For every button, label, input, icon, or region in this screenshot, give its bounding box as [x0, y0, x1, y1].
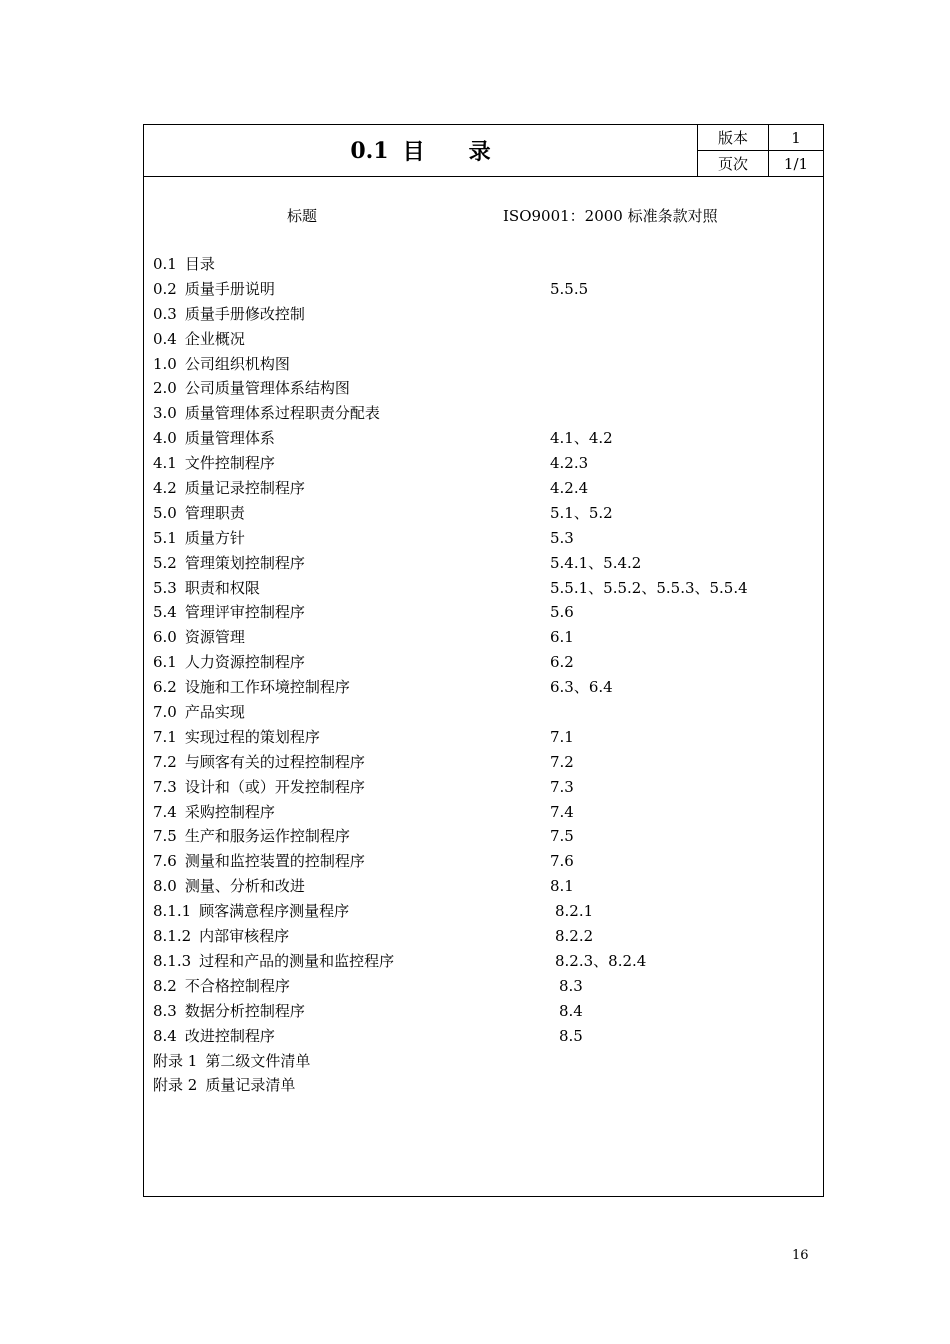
- toc-entry-standard-ref: 8.4: [559, 1001, 583, 1020]
- toc-entry-standard-ref: 6.3、6.4: [550, 678, 613, 697]
- toc-entry-title: 数据分析控制程序: [184, 1001, 305, 1020]
- toc-entry: [153, 501, 813, 526]
- toc-entry-title: 管理职责: [184, 503, 245, 522]
- toc-entry-standard-ref: 5.5.1、5.5.2、5.5.3、5.5.4: [550, 578, 748, 597]
- toc-entry-number: 8.4: [153, 1026, 177, 1045]
- toc-entry-title: 职责和权限: [184, 578, 260, 597]
- document-header: [144, 125, 823, 177]
- toc-entry-standard-ref: 7.5: [550, 827, 574, 846]
- toc-entry: [153, 899, 813, 924]
- toc-entry: [153, 302, 813, 327]
- toc-entry: [153, 849, 813, 874]
- toc-entry-standard-ref: 8.1: [550, 877, 574, 896]
- toc-entry-standard-ref: 4.2.4: [550, 479, 589, 498]
- toc-entry-title: 实现过程的策划程序: [184, 727, 320, 746]
- toc-entry-number: 7.3: [153, 777, 177, 796]
- toc-entry: [153, 576, 813, 601]
- toc-entry-standard-ref: 5.3: [550, 528, 574, 547]
- toc-entry-title: 质量记录清单: [205, 1076, 296, 1095]
- toc-entry: [153, 451, 813, 476]
- toc-entry-standard-ref: 8.2.3、8.2.4: [555, 951, 647, 970]
- toc-list: [153, 252, 813, 1098]
- toc-entry-number: 8.1.2: [153, 927, 192, 946]
- toc-entry-standard-ref: 5.5.5: [550, 279, 589, 298]
- toc-entry-number: 0.1: [153, 255, 177, 273]
- toc-entry-number: 7.5: [153, 827, 177, 846]
- toc-entry-title: 测量和监控装置的控制程序: [184, 852, 365, 871]
- toc-entry: [153, 376, 813, 401]
- toc-entry-title: 改进控制程序: [184, 1026, 275, 1045]
- toc-entry-title: 设施和工作环境控制程序: [184, 678, 350, 697]
- toc-entry-title: 质量方针: [184, 528, 245, 547]
- toc-entry: [153, 352, 813, 377]
- toc-entry-title: 公司组织机构图: [184, 354, 290, 373]
- toc-entry: [153, 725, 813, 750]
- toc-entry-number: 8.3: [153, 1001, 177, 1020]
- toc-entry-number: 2.0: [153, 379, 177, 398]
- toc-entry: [153, 600, 813, 625]
- toc-entry-number: 6.2: [153, 678, 177, 697]
- toc-entry: [153, 277, 813, 302]
- toc-entry-number: 4.2: [153, 479, 177, 498]
- toc-entry-standard-ref: 7.1: [550, 727, 574, 746]
- toc-entry-title: 与顾客有关的过程控制程序: [184, 752, 365, 771]
- toc-entry-standard-ref: 4.1、4.2: [550, 429, 613, 448]
- toc-entry-number: 5.1: [153, 528, 177, 547]
- toc-entry-title: 质量管理体系: [184, 429, 275, 448]
- version-value: 1: [791, 128, 801, 147]
- toc-entry-number: 3.0: [153, 404, 177, 423]
- toc-entry-title: 过程和产品的测量和监控程序: [199, 951, 395, 970]
- toc-entry-number: 0.2: [153, 279, 177, 298]
- page-row: [698, 151, 823, 176]
- toc-entry-title: 测量、分析和改进: [184, 877, 305, 896]
- toc-entry-title: 管理策划控制程序: [184, 553, 305, 572]
- toc-entry-number: 6.1: [153, 653, 177, 672]
- toc-entry-number: 7.1: [153, 727, 177, 746]
- toc-entry-number: 5.0: [153, 503, 177, 522]
- toc-entry: [153, 650, 813, 675]
- toc-entry: [153, 974, 813, 999]
- toc-entry-number: 8.2: [153, 976, 177, 995]
- toc-entry: [153, 824, 813, 849]
- toc-entry: [153, 476, 813, 501]
- toc-entry: [153, 700, 813, 725]
- toc-entry-title: 企业概况: [184, 329, 245, 348]
- toc-entry-standard-ref: 8.3: [559, 976, 583, 995]
- toc-entry: [153, 1049, 813, 1074]
- toc-entry-title: 质量手册修改控制: [184, 304, 305, 323]
- toc-entry: [153, 526, 813, 551]
- toc-entry-title: 设计和（或）开发控制程序: [184, 777, 365, 796]
- toc-entry-title: 第二级文件清单: [205, 1051, 311, 1070]
- toc-entry-number: 0.4: [153, 329, 177, 348]
- toc-entry-standard-ref: 7.2: [550, 752, 574, 771]
- toc-entry: [153, 551, 813, 576]
- toc-entry-number: 4.1: [153, 454, 177, 473]
- toc-entry-number: 6.0: [153, 628, 177, 647]
- toc-entry-standard-ref: 5.6: [550, 603, 574, 622]
- toc-entry-title: 内部审核程序: [199, 927, 290, 946]
- toc-entry-title: 不合格控制程序: [184, 976, 290, 995]
- toc-entry-number: 7.2: [153, 752, 177, 771]
- toc-entry-title: 产品实现: [184, 703, 245, 722]
- toc-entry-title: 质量管理体系过程职责分配表: [184, 404, 380, 423]
- page-label: 页次: [698, 151, 769, 176]
- toc-entry: [153, 949, 813, 974]
- toc-entry-standard-ref: 8.2.1: [555, 902, 594, 921]
- toc-entry-number: 5.2: [153, 553, 177, 572]
- toc-entry-number: 附录 2: [153, 1076, 198, 1095]
- toc-entry-title: 质量手册说明: [184, 279, 275, 298]
- toc-entry: [153, 675, 813, 700]
- page-title: [144, 125, 698, 176]
- toc-entry-standard-ref: 8.5: [559, 1026, 583, 1045]
- page-value: 1/1: [783, 154, 809, 173]
- toc-entry-standard-ref: 5.4.1、5.4.2: [550, 553, 642, 572]
- version-row: [698, 125, 823, 151]
- column-heading-standard: ISO9001：2000 标准条款对照: [503, 207, 718, 225]
- toc-entry-title: 文件控制程序: [184, 454, 275, 473]
- title-text: 目录: [402, 139, 535, 165]
- toc-entry-number: 5.3: [153, 578, 177, 597]
- title-number: 0.1: [350, 137, 389, 164]
- toc-entry-number: 附录 1: [153, 1051, 198, 1070]
- toc-entry: [153, 999, 813, 1024]
- toc-entry-title: 公司质量管理体系结构图: [184, 379, 350, 398]
- toc-entry: [153, 750, 813, 775]
- toc-entry-title: 管理评审控制程序: [184, 603, 305, 622]
- toc-entry: [153, 327, 813, 352]
- toc-entry-number: 7.6: [153, 852, 177, 871]
- toc-entry: [153, 1073, 813, 1098]
- toc-entry-title: 人力资源控制程序: [184, 653, 305, 672]
- toc-entry-number: 0.3: [153, 304, 177, 323]
- toc-entry-standard-ref: 7.6: [550, 852, 574, 871]
- toc-entry-number: 4.0: [153, 429, 177, 448]
- column-heading-title: 标题: [287, 207, 318, 225]
- toc-entry: [153, 252, 813, 277]
- toc-entry: [153, 775, 813, 800]
- toc-entry-title: 质量记录控制程序: [184, 479, 305, 498]
- toc-entry-number: 1.0: [153, 354, 177, 373]
- toc-entry-standard-ref: 6.2: [550, 653, 574, 672]
- toc-entry: [153, 874, 813, 899]
- toc-entry-standard-ref: 5.1、5.2: [550, 503, 613, 522]
- toc-entry-title: 顾客满意程序测量程序: [199, 902, 350, 921]
- toc-entry-number: 8.0: [153, 877, 177, 896]
- toc-entry-number: 7.0: [153, 703, 177, 722]
- toc-entry: [153, 426, 813, 451]
- page-number: 16: [792, 1248, 809, 1263]
- toc-entry: [153, 800, 813, 825]
- toc-entry-number: 7.4: [153, 802, 177, 821]
- toc-entry-title: 资源管理: [184, 628, 245, 647]
- toc-entry: [153, 1024, 813, 1049]
- toc-entry-number: 8.1.1: [153, 902, 192, 921]
- toc-entry-standard-ref: 6.1: [550, 628, 574, 647]
- version-label: 版本: [698, 125, 769, 150]
- toc-entry: [153, 625, 813, 650]
- toc-entry: [153, 924, 813, 949]
- toc-entry-title: 采购控制程序: [184, 802, 275, 821]
- toc-entry-standard-ref: 8.2.2: [555, 927, 594, 946]
- toc-entry-standard-ref: 4.2.3: [550, 454, 589, 473]
- toc-entry-number: 5.4: [153, 603, 177, 622]
- toc-entry: [153, 401, 813, 426]
- toc-entry-number: 8.1.3: [153, 951, 192, 970]
- toc-entry-title: 生产和服务运作控制程序: [184, 827, 350, 846]
- toc-entry-title: 目录: [184, 255, 215, 273]
- toc-entry-standard-ref: 7.4: [550, 802, 574, 821]
- toc-entry-standard-ref: 7.3: [550, 777, 574, 796]
